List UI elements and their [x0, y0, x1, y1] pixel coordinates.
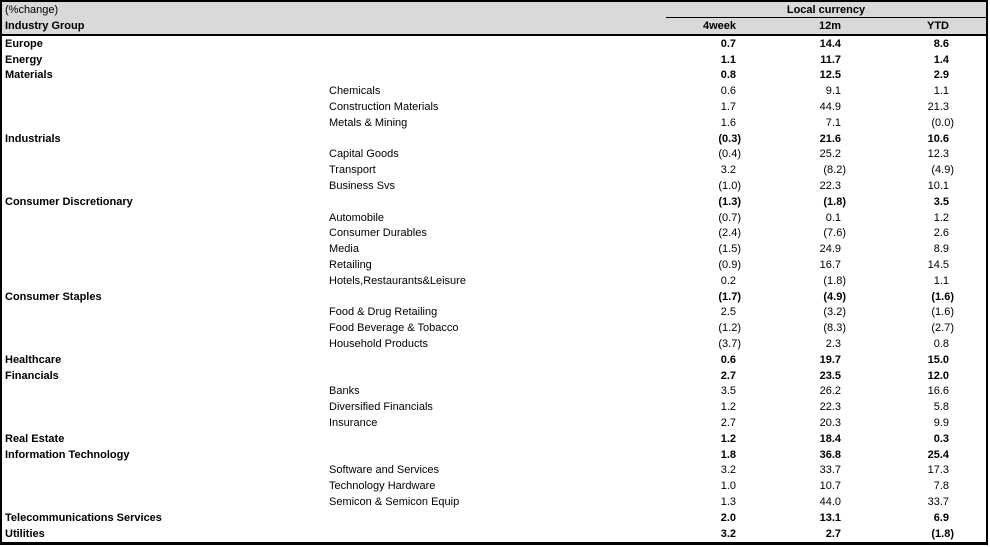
- value-text: 12.0: [927, 369, 949, 382]
- value-text: 0.3: [933, 432, 949, 445]
- value-text: (0.7): [718, 211, 741, 224]
- value-text: (3.7): [718, 338, 741, 351]
- value-text: 14.4: [819, 37, 841, 50]
- value-text: 1.4: [933, 53, 949, 66]
- percent-change-caption: (%change): [5, 4, 59, 16]
- row-label-sector: Telecommunications Services: [5, 511, 162, 524]
- table-row: [2, 289, 986, 305]
- value-cell-12m: [736, 274, 846, 287]
- row-label-subindustry: Software and Services: [329, 464, 440, 477]
- value-text: 24.9: [819, 243, 841, 256]
- value-text: 11.7: [820, 53, 841, 66]
- value-cell-ytd: [841, 85, 949, 97]
- value-cell-12m: [736, 195, 846, 208]
- value-cell-4week: [666, 417, 736, 429]
- table-row: [2, 368, 986, 384]
- value-cell-4week: [666, 385, 736, 397]
- table-row: [2, 115, 986, 131]
- value-cell-4week: [666, 54, 736, 66]
- row-label-sector: Consumer Discretionary: [5, 195, 133, 208]
- row-label-sector: Utilities: [5, 527, 45, 540]
- value-cell-12m: [736, 338, 841, 350]
- value-cell-ytd: [841, 433, 949, 445]
- value-cell-12m: [736, 164, 846, 177]
- table-row: [2, 36, 986, 52]
- table-row: [2, 526, 986, 542]
- table-row: [2, 320, 986, 336]
- row-label-subindustry: Diversified Financials: [329, 401, 433, 414]
- row-label-sector: Materials: [5, 69, 53, 82]
- value-cell-4week: [666, 195, 741, 208]
- value-cell-4week: [666, 512, 736, 524]
- value-cell-12m: [736, 180, 841, 192]
- value-text: 13.1: [819, 511, 841, 524]
- value-cell-4week: [666, 433, 736, 445]
- table-row: [2, 305, 986, 321]
- value-text: 2.7: [720, 417, 736, 430]
- table-row: [2, 510, 986, 526]
- value-cell-4week: [666, 148, 741, 161]
- local-currency-group-header: Local currency: [666, 2, 986, 18]
- table-row: [2, 178, 986, 194]
- value-text: 33.7: [819, 464, 841, 477]
- value-cell-12m: [736, 38, 841, 50]
- row-label-subindustry: Retailing: [329, 259, 372, 272]
- value-cell-4week: [666, 275, 736, 287]
- value-cell-ytd: [841, 464, 949, 476]
- value-cell-4week: [666, 401, 736, 413]
- value-text: 10.6: [927, 132, 949, 145]
- value-cell-ytd: [841, 212, 949, 224]
- value-text: 2.0: [720, 511, 736, 524]
- value-text: 1.2: [720, 432, 736, 445]
- table-row: [2, 131, 986, 147]
- value-text: (1.0): [718, 180, 741, 193]
- value-text: 1.0: [720, 480, 736, 493]
- value-cell-12m: [736, 480, 841, 492]
- table-row: [2, 226, 986, 242]
- value-cell-ytd: [841, 133, 949, 145]
- value-text: (0.9): [718, 259, 741, 272]
- value-cell-ytd: [841, 401, 949, 413]
- industry-group-column-header: Industry Group: [5, 20, 85, 32]
- value-text: 12.3: [927, 148, 949, 161]
- value-cell-4week: [666, 528, 736, 540]
- table-row: [2, 478, 986, 494]
- value-text: 0.6: [720, 353, 736, 366]
- value-text: 2.6: [933, 227, 949, 240]
- row-label-subindustry: Semicon & Semicon Equip: [329, 496, 460, 508]
- value-text: 3.5: [933, 195, 949, 208]
- value-cell-4week: [666, 449, 736, 461]
- value-cell-ytd: [841, 496, 949, 508]
- value-text: (8.2): [823, 164, 846, 177]
- value-text: 1.7: [720, 101, 736, 114]
- value-cell-4week: [666, 69, 736, 81]
- value-text: (0.4): [718, 148, 741, 161]
- value-cell-12m: [736, 385, 841, 397]
- value-cell-12m: [736, 496, 841, 508]
- value-cell-ytd: [841, 196, 949, 208]
- value-cell-ytd: [841, 306, 954, 319]
- value-text: 18.4: [819, 432, 841, 445]
- value-cell-ytd: [841, 338, 949, 350]
- value-cell-12m: [736, 227, 846, 240]
- value-cell-ytd: [841, 480, 949, 492]
- value-text: 15.0: [927, 353, 949, 366]
- value-text: (1.2): [718, 322, 741, 335]
- value-text: 0.8: [933, 338, 949, 351]
- value-cell-4week: [666, 496, 736, 508]
- value-text: 14.5: [927, 259, 949, 272]
- value-cell-ytd: [841, 38, 949, 50]
- row-label-subindustry: Construction Materials: [329, 101, 439, 114]
- value-cell-12m: [736, 401, 841, 413]
- value-text: (1.5): [718, 243, 741, 256]
- value-text: (7.6): [823, 227, 846, 240]
- value-text: 2.9: [933, 69, 949, 82]
- row-label-subindustry: Food & Drug Retailing: [329, 306, 438, 319]
- value-cell-12m: [736, 243, 841, 255]
- value-cell-ytd: [841, 322, 954, 335]
- row-label-subindustry: Metals & Mining: [329, 116, 408, 129]
- table-row: [2, 415, 986, 431]
- table-row: [2, 336, 986, 352]
- value-cell-ytd: [841, 259, 949, 271]
- header-row-2: [2, 18, 986, 34]
- value-text: (1.8): [823, 195, 846, 208]
- table-row: [2, 463, 986, 479]
- value-text: 26.2: [819, 385, 841, 398]
- value-cell-12m: [736, 512, 841, 524]
- value-cell-12m: [736, 85, 841, 97]
- table-row: [2, 68, 986, 84]
- row-label-subindustry: Consumer Durables: [329, 227, 427, 240]
- value-text: 1.1: [933, 85, 949, 98]
- value-text: (8.3): [823, 322, 846, 335]
- value-cell-ytd: [841, 449, 949, 461]
- value-cell-ytd: [841, 370, 949, 382]
- table-row: [2, 273, 986, 289]
- value-text: 0.8: [720, 69, 736, 82]
- table-row: [2, 99, 986, 115]
- value-text: 10.7: [819, 480, 841, 493]
- value-text: 1.3: [720, 496, 736, 508]
- row-label-subindustry: Automobile: [329, 211, 385, 224]
- value-text: 0.7: [720, 37, 736, 50]
- value-cell-4week: [666, 180, 741, 193]
- table-body: [2, 36, 986, 542]
- value-text: 5.8: [933, 401, 949, 414]
- value-text: (1.7): [718, 290, 741, 303]
- table-header: [2, 2, 986, 36]
- row-label-subindustry: Capital Goods: [329, 148, 399, 161]
- value-text: 16.6: [927, 385, 949, 398]
- value-cell-12m: [736, 69, 841, 81]
- row-label-subindustry: Insurance: [329, 417, 378, 430]
- row-label-subindustry: Food Beverage & Tobacco: [329, 322, 459, 335]
- value-text: (2.4): [718, 227, 741, 240]
- column-header-12m: 12m: [818, 20, 841, 32]
- value-cell-4week: [666, 370, 736, 382]
- table-row: [2, 257, 986, 273]
- value-text: 0.1: [825, 211, 841, 224]
- row-label-sector: Financials: [5, 369, 59, 382]
- value-cell-12m: [736, 259, 841, 271]
- value-cell-4week: [666, 164, 736, 176]
- value-cell-ytd: [841, 417, 949, 429]
- value-text: 7.1: [825, 116, 841, 129]
- value-text: 3.2: [720, 164, 736, 177]
- value-cell-12m: [736, 133, 841, 145]
- value-text: 3.2: [720, 527, 736, 540]
- value-cell-ytd: [841, 164, 954, 177]
- value-cell-4week: [666, 290, 741, 303]
- value-cell-ytd: [841, 101, 949, 113]
- value-cell-12m: [736, 433, 841, 445]
- value-cell-ytd: [841, 527, 954, 540]
- row-label-sector: Healthcare: [5, 353, 62, 366]
- row-label-sector: Information Technology: [5, 448, 130, 461]
- value-cell-ytd: [841, 512, 949, 524]
- value-cell-ytd: [841, 243, 949, 255]
- value-cell-12m: [736, 322, 846, 335]
- value-text: 3.2: [720, 464, 736, 477]
- value-text: (4.9): [823, 290, 846, 303]
- value-cell-12m: [736, 370, 841, 382]
- row-label-subindustry: Technology Hardware: [329, 480, 436, 493]
- value-text: (1.8): [823, 274, 846, 287]
- value-text: 8.9: [933, 243, 949, 256]
- value-cell-12m: [736, 148, 841, 160]
- value-text: (3.2): [823, 306, 846, 319]
- value-text: 25.2: [819, 148, 841, 161]
- header-row-1: [2, 2, 986, 18]
- value-text: 1.1: [720, 53, 736, 66]
- value-text: (1.3): [718, 195, 741, 208]
- value-cell-12m: [736, 101, 841, 113]
- value-text: 23.5: [819, 369, 841, 382]
- value-cell-ytd: [841, 354, 949, 366]
- table-row: [2, 83, 986, 99]
- value-cell-4week: [666, 227, 741, 240]
- value-text: 22.3: [819, 401, 841, 414]
- value-cell-4week: [666, 338, 741, 351]
- table-row: [2, 147, 986, 163]
- value-text: 0.2: [720, 274, 736, 287]
- table-row: [2, 210, 986, 226]
- value-cell-12m: [736, 464, 841, 476]
- value-text: 3.5: [720, 385, 736, 398]
- value-cell-4week: [666, 259, 741, 272]
- value-text: (1.8): [931, 527, 954, 540]
- table-row: [2, 52, 986, 68]
- value-text: 21.6: [819, 132, 841, 145]
- table-row: [2, 447, 986, 463]
- value-text: 19.7: [819, 353, 841, 366]
- value-text: 12.5: [819, 69, 841, 82]
- value-text: 17.3: [927, 464, 949, 477]
- value-cell-12m: [736, 117, 841, 129]
- value-text: 6.9: [933, 511, 949, 524]
- value-text: 1.1: [933, 274, 949, 287]
- value-text: 1.2: [720, 401, 736, 414]
- value-cell-ytd: [841, 69, 949, 81]
- value-cell-4week: [666, 322, 741, 335]
- value-text: 33.7: [927, 496, 949, 508]
- value-text: 9.1: [825, 85, 841, 98]
- column-header-ytd: YTD: [927, 20, 949, 32]
- value-text: 1.8: [720, 448, 736, 461]
- table-row: [2, 384, 986, 400]
- row-label-subindustry: Chemicals: [329, 85, 381, 98]
- value-cell-12m: [736, 354, 841, 366]
- value-cell-12m: [736, 417, 841, 429]
- value-text: 44.9: [819, 101, 841, 114]
- row-label-subindustry: Transport: [329, 164, 376, 177]
- value-text: 2.5: [720, 306, 736, 319]
- column-header-4week: 4week: [702, 20, 736, 32]
- row-label-sector: Consumer Staples: [5, 290, 102, 303]
- value-text: (2.7): [931, 322, 954, 335]
- value-text: (4.9): [931, 164, 954, 177]
- value-text: 2.3: [825, 338, 841, 351]
- value-cell-ytd: [841, 116, 954, 129]
- row-label-subindustry: Media: [329, 243, 359, 256]
- value-cell-12m: [736, 54, 841, 66]
- table-row: [2, 162, 986, 178]
- value-text: 16.7: [819, 259, 841, 272]
- value-cell-ytd: [841, 275, 949, 287]
- table-row: [2, 194, 986, 210]
- value-cell-4week: [666, 132, 741, 145]
- value-cell-12m: [736, 528, 841, 540]
- value-text: 10.1: [927, 180, 949, 193]
- value-cell-ytd: [841, 54, 949, 66]
- value-text: 0.6: [720, 85, 736, 98]
- value-text: 1.2: [933, 211, 949, 224]
- value-text: 9.9: [933, 417, 949, 430]
- value-cell-12m: [736, 290, 846, 303]
- value-text: 44.0: [819, 496, 841, 508]
- row-label-sector: Industrials: [5, 132, 61, 145]
- row-label-sector: Real Estate: [5, 432, 65, 445]
- value-cell-4week: [666, 117, 736, 129]
- row-label-subindustry: Household Products: [329, 338, 429, 351]
- value-text: 8.6: [933, 37, 949, 50]
- table-row: [2, 494, 986, 510]
- value-cell-ytd: [841, 385, 949, 397]
- row-label-subindustry: Hotels,Restaurants&Leisure: [329, 274, 466, 287]
- table-row: [2, 241, 986, 257]
- value-text: (1.6): [931, 306, 954, 319]
- value-cell-12m: [736, 212, 841, 224]
- value-cell-4week: [666, 464, 736, 476]
- value-cell-4week: [666, 85, 736, 97]
- value-text: 1.6: [720, 116, 736, 129]
- value-text: (0.0): [931, 116, 954, 129]
- value-cell-ytd: [841, 148, 949, 160]
- value-text: (0.3): [718, 132, 741, 145]
- value-text: 36.8: [819, 448, 841, 461]
- value-cell-12m: [736, 449, 841, 461]
- value-cell-4week: [666, 306, 736, 318]
- value-cell-4week: [666, 354, 736, 366]
- value-cell-ytd: [841, 227, 949, 239]
- value-text: 22.3: [819, 180, 841, 193]
- value-cell-4week: [666, 101, 736, 113]
- table-row: [2, 352, 986, 368]
- value-text: 21.3: [927, 101, 949, 114]
- value-text: (1.6): [931, 290, 954, 303]
- value-text: 25.4: [927, 448, 949, 461]
- row-label-subindustry: Banks: [329, 385, 360, 398]
- value-cell-12m: [736, 306, 846, 319]
- value-cell-4week: [666, 38, 736, 50]
- table-row: [2, 431, 986, 447]
- row-label-sector: Europe: [5, 37, 43, 50]
- value-text: 2.7: [825, 527, 841, 540]
- table-row: [2, 399, 986, 415]
- value-cell-4week: [666, 243, 741, 256]
- row-label-subindustry: Business Svs: [329, 180, 396, 193]
- value-cell-4week: [666, 211, 741, 224]
- value-text: 20.3: [819, 417, 841, 430]
- value-cell-ytd: [841, 290, 954, 303]
- row-label-sector: Energy: [5, 53, 43, 66]
- value-text: 2.7: [720, 369, 736, 382]
- value-text: 7.8: [933, 480, 949, 493]
- value-cell-4week: [666, 480, 736, 492]
- value-cell-ytd: [841, 180, 949, 192]
